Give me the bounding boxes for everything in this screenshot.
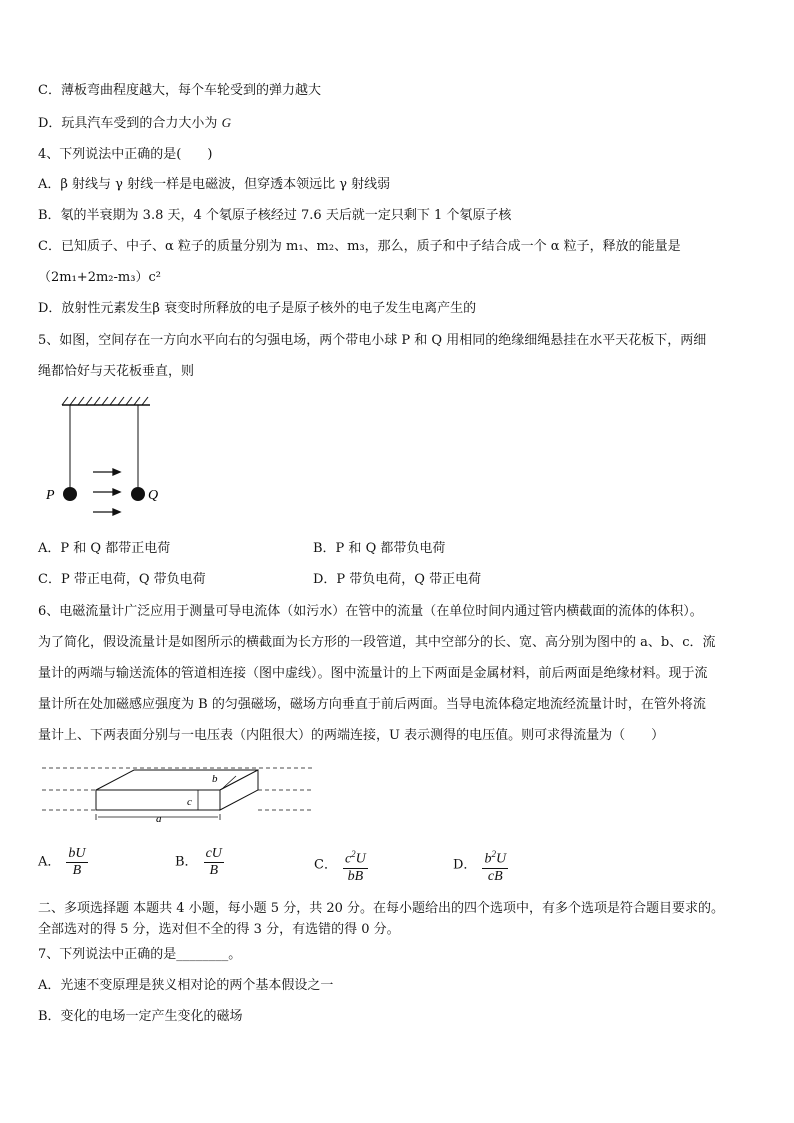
q6-option-b-label: B． [175, 854, 198, 870]
q6-option-a-fraction [66, 846, 87, 879]
numerator-base: b [484, 851, 492, 867]
ceiling [62, 397, 150, 405]
numerator-exponent: 2 [491, 849, 496, 859]
q3-option-d-text: D．玩具汽车受到的合力大小为 [38, 116, 218, 131]
ball-q [131, 487, 145, 501]
q4-option-d: D．放射性元素发生β 衰变时所释放的电子是原子核外的电子发生电离产生的 [38, 301, 477, 316]
q6-option-b-fraction [204, 846, 224, 879]
section2-line2: 全部选对的得 5 分，选对但不全的得 3 分，有选错的得 0 分。 [38, 922, 400, 937]
q6-option-b [175, 846, 224, 879]
q3-option-d-var: G [221, 115, 231, 130]
label-b: b [212, 773, 218, 785]
label-a: a [156, 813, 162, 825]
q6-option-c-fraction [343, 846, 368, 885]
fraction-numerator: cU [205, 846, 222, 861]
q4-option-c-line2: （2m₁+2m₂-m₃）c² [38, 270, 161, 285]
q6-option-a [38, 846, 88, 879]
q5-diagram [40, 395, 170, 525]
q3-option-c: C．薄板弯曲程度越大，每个车轮受到的弹力越大 [38, 83, 321, 98]
fraction-denominator: cB [487, 868, 503, 884]
field-arrows [93, 469, 120, 515]
q6-option-d-label: D． [453, 857, 477, 873]
ball-p [63, 487, 77, 501]
q5-option-d: D．P 带负电荷，Q 带正电荷 [313, 572, 482, 587]
q6-line4: 量计所在处加磁感应强度为 B 的匀强磁场，磁场方向垂直于前后两面。当导电流体稳定地流经流量计时，在管外将流 [38, 697, 706, 712]
q6-diagram [38, 760, 318, 825]
fraction-denominator: B [72, 863, 82, 878]
fraction-denominator: bB [347, 868, 364, 884]
q6-option-c [314, 846, 368, 885]
q5-option-c: C．P 带正电荷，Q 带负电荷 [38, 572, 206, 587]
q4-stem: 4、下列说法中正确的是( ) [38, 147, 213, 162]
q7-option-a: A．光速不变原理是狭义相对论的两个基本假设之一 [38, 978, 334, 993]
q6-line2: 为了简化，假设流量计是如图所示的横截面为长方形的一段管道，其中空部分的长、宽、高分别为图中的 a、b、c．流 [38, 635, 716, 650]
q6-option-d [453, 846, 508, 885]
section2-line1: 二、多项选择题 本题共 4 小题，每小题 5 分，共 20 分。在每小题给出的四个选项中，有多个选项是符合题目要求的。 [38, 901, 725, 916]
numerator-base: c [344, 851, 352, 867]
numerator-tail: U [495, 851, 507, 867]
fraction-numerator [482, 846, 508, 869]
q5-option-b: B．P 和 Q 都带负电荷 [313, 541, 446, 556]
q6-line5: 量计上、下两表面分别与一电压表（内阻很大）的两端连接，U 表示测得的电压值。则可求得流量为（ ） [38, 728, 665, 743]
q6-option-c-label: C． [314, 857, 337, 873]
q3-option-d [38, 114, 231, 133]
fraction-denominator: B [209, 863, 218, 878]
numerator-tail: U [355, 851, 366, 867]
flowmeter-box [96, 770, 258, 810]
q5-stem-line2: 绳都恰好与天花板垂直，则 [38, 364, 195, 379]
q4-option-b: B．氡的半衰期为 3.8 天，4 个氡原子核经过 7.6 天后就一定只剩下 1 个氡原子核 [38, 208, 512, 223]
q5-option-a: A．P 和 Q 都带正电荷 [38, 541, 171, 556]
q6-line3: 量计的两端与输送流体的管道相连接（图中虚线）。图中流量计的上下两面是金属材料，前后两面是绝缘材料。现于流 [38, 666, 708, 681]
label-q: Q [148, 488, 159, 503]
numerator-exponent: 2 [351, 849, 356, 859]
label-c: c [187, 796, 192, 808]
q4-option-c-line1: C．已知质子、中子、α 粒子的质量分别为 m₁、m₂、m₃，那么，质子和中子结合成一个 α 粒子，释放的能量是 [38, 239, 681, 254]
fraction-numerator [343, 846, 368, 869]
q6-option-d-fraction [482, 846, 508, 885]
q6-option-a-label: A． [38, 854, 61, 870]
q4-option-a: A．β 射线与 γ 射线一样是电磁波，但穿透本领远比 γ 射线弱 [38, 177, 391, 192]
q7-option-b: B．变化的电场一定产生变化的磁场 [38, 1009, 243, 1024]
q6-line1: 6、电磁流量计广泛应用于测量可导电流体（如污水）在管中的流量（在单位时间内通过管内横截面的流体的体积）。 [38, 604, 703, 619]
fraction-numerator: bU [68, 846, 86, 861]
label-p: P [46, 488, 55, 503]
q7-stem: 7、下列说法中正确的是________。 [38, 947, 242, 962]
q5-stem-line1: 5、如图，空间存在一方向水平向右的匀强电场，两个带电小球 P 和 Q 用相同的绝缘细绳悬挂在水平天花板下，两细 [38, 333, 707, 348]
